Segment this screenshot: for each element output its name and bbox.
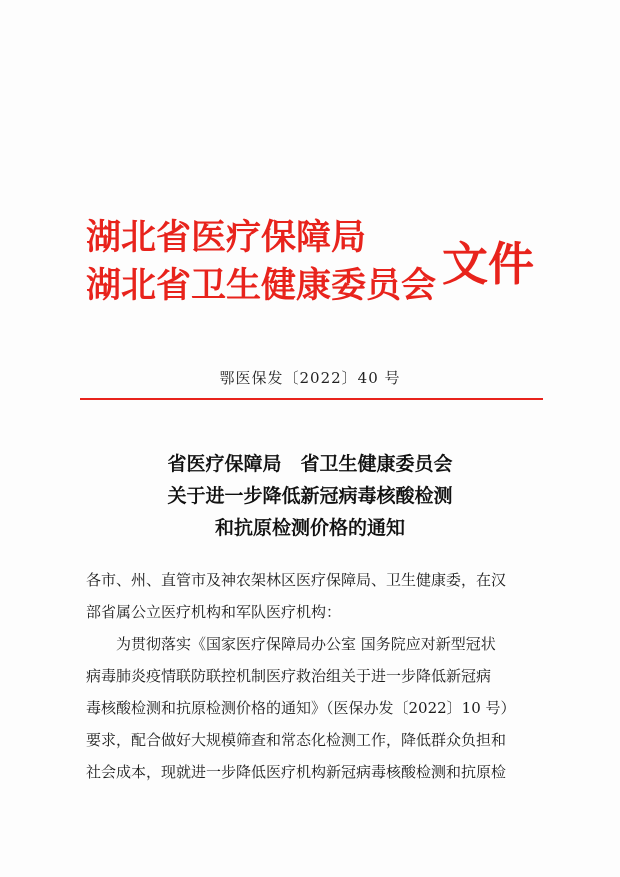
document-number: 鄂医保发〔2022〕40 号 bbox=[219, 369, 401, 387]
title-line-1: 省医疗保障局 省卫生健康委员会 bbox=[167, 453, 453, 475]
body-line-3: 为贯彻落实《国家医疗保障局办公室 国务院应对新型冠状 bbox=[116, 635, 496, 653]
body-line-2: 部省属公立医疗机构和军队医疗机构： bbox=[86, 603, 342, 621]
issuer-line-2: 湖北省卫生健康委员会 bbox=[86, 266, 437, 306]
title-line-3: 和抗原检测价格的通知 bbox=[214, 517, 405, 539]
body-line-7: 社会成本，现就进一步降低医疗机构新冠病毒核酸检测和抗原检 bbox=[86, 763, 507, 781]
issuer-line-1: 湖北省医疗保障局 bbox=[86, 218, 367, 258]
document-header bbox=[86, 206, 546, 316]
notice-title bbox=[0, 448, 620, 544]
body-line-4: 病毒肺炎疫情联防联控机制医疗救治组关于进一步降低新冠病 bbox=[86, 667, 492, 685]
notice-body bbox=[86, 564, 548, 788]
body-line-5: 毒核酸检测和抗原检测价格的通知》（医保办发〔2022〕10 号） bbox=[86, 699, 516, 717]
red-divider-line bbox=[80, 398, 543, 400]
body-line-1: 各市、州、直管市及神农架林区医疗保障局、卫生健康委，在汉 bbox=[86, 571, 507, 589]
title-line-2: 关于进一步降低新冠病毒核酸检测 bbox=[167, 485, 453, 507]
document-type-label: 文件 bbox=[442, 237, 534, 291]
body-line-6: 要求，配合做好大规模筛查和常态化检测工作，降低群众负担和 bbox=[86, 731, 507, 749]
